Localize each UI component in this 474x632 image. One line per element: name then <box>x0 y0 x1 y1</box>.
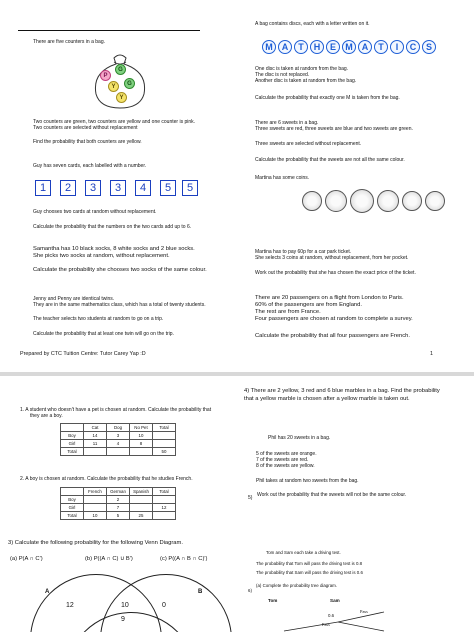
table-cell: 7 <box>107 504 130 512</box>
table-cell: 4 <box>107 440 130 448</box>
probability-tree-diagram <box>280 604 390 632</box>
table-cell: 14 <box>84 432 107 440</box>
flight-question: Calculate the probability that all four passengers are French. <box>255 333 410 339</box>
tree-outcome: Pass <box>322 622 330 627</box>
letter-disc: M <box>342 40 356 54</box>
q3-part-b: (b) P((A ∩ C) ∪ B′) <box>85 556 133 562</box>
counters-info-line: Two counters are selected without replacement <box>33 125 138 131</box>
discs-info-line: The disc is not replaced. <box>255 72 310 78</box>
q5-intro: Phil has 20 sweets in a bag. <box>268 435 331 441</box>
q1-text: 1. A student who doesn't have a pet is chosen at random. Calculate the probability that <box>20 407 212 413</box>
table-cell: Boy <box>61 496 84 504</box>
table-cell <box>84 504 107 512</box>
table-cell <box>61 488 84 496</box>
table-cell: 5 <box>107 512 130 520</box>
table-cell <box>153 512 176 520</box>
twins-info-line: They are in the same mathematics class, which has a total of twenty students. <box>33 302 206 308</box>
table-cell: Dog <box>107 424 130 432</box>
table-cell: 10 <box>84 512 107 520</box>
top-rule <box>18 30 200 31</box>
letter-disc: C <box>406 40 420 54</box>
worksheet-page-2 <box>0 376 474 632</box>
flight-info-line: Four passengers are chosen at random to complete a survey. <box>255 316 413 322</box>
number-card: 1 <box>35 180 51 196</box>
coin <box>302 191 322 211</box>
q5-number: 5) <box>248 495 253 501</box>
table-cell: Spanish <box>130 488 153 496</box>
counter-pink: P <box>100 70 111 81</box>
table-cell <box>153 440 176 448</box>
table-cell: 3 <box>107 432 130 440</box>
table-cell <box>130 504 153 512</box>
tree-outcome: Pass <box>360 609 368 614</box>
table-cell <box>153 496 176 504</box>
number-card: 4 <box>135 180 151 196</box>
cards-intro: Guy has seven cards, each labelled with a number. <box>33 163 147 169</box>
q2-text: 2. A boy is chosen at random. Calculate the probability that he studies French. <box>20 476 193 482</box>
counters-question: Find the probability that both counters are yellow. <box>33 139 142 145</box>
table-cell <box>130 448 153 456</box>
flight-info-line: 60% of the passengers are from England. <box>255 302 362 308</box>
table-row <box>61 504 176 512</box>
twins-question: Calculate the probability that at least one twin will go on the trip. <box>33 331 174 337</box>
cards-info: Guy chooses two cards at random without replacement. <box>33 209 157 215</box>
counters-info-line: Two counters are green, two counters are yellow and one counter is pink. <box>33 119 196 125</box>
coin <box>325 190 347 212</box>
number-card: 2 <box>60 180 76 196</box>
table-cell <box>153 432 176 440</box>
letter-disc: T <box>294 40 308 54</box>
table-cell: Girl <box>61 504 84 512</box>
socks-info-line: She picks two socks at random, without replacement. <box>33 253 170 259</box>
table-row <box>61 512 176 520</box>
discs-info-line: Another disc is taken at random from the bag. <box>255 78 357 84</box>
cards-question: Calculate the probability that the numbers on the two cards add up to 6. <box>33 224 192 230</box>
table-cell: Total <box>61 448 84 456</box>
q3-text: 3) Calculate the following probability for the following Venn Diagram. <box>8 540 183 546</box>
table-cell: 2 <box>107 496 130 504</box>
tree-prob: 0.6 <box>328 613 335 618</box>
socks-question: Calculate the probability she chooses two socks of the same colour. <box>33 267 207 273</box>
table-cell: German <box>107 488 130 496</box>
coin <box>350 189 374 213</box>
table-cell: 50 <box>153 448 176 456</box>
table-cell <box>130 496 153 504</box>
table-cell: 10 <box>130 432 153 440</box>
table-header-row <box>61 488 176 496</box>
counters-intro: There are five counters in a bag. <box>33 39 105 45</box>
sweets-info-line: Three sweets are red, three sweets are blue and two sweets are green. <box>255 126 413 132</box>
coin <box>425 191 445 211</box>
q4-text: 4) There are 2 yellow, 3 red and 6 blue marbles in a bag. Find the probability <box>244 388 440 394</box>
parking-question: Work out the probability that she has chosen the exact price of the ticket. <box>255 270 416 276</box>
letter-disc: A <box>358 40 372 54</box>
pet-table <box>60 423 176 456</box>
number-card: 3 <box>85 180 101 196</box>
q5-info-line: 8 of the sweets are yellow. <box>256 463 315 469</box>
table-cell <box>107 448 130 456</box>
letter-disc: E <box>326 40 340 54</box>
venn-value: 10 <box>121 602 129 609</box>
q5-question: Work out the probability that the sweets will not be the same colour. <box>257 492 407 498</box>
q6-number: 6) <box>248 588 252 593</box>
q6-sam: The probability that Sam will pass the driving test is 0.6 <box>256 570 363 575</box>
counter-green: G <box>124 78 135 89</box>
table-cell: Girl <box>61 440 84 448</box>
discs-info-line: One disc is taken at random from the bag. <box>255 66 349 72</box>
twins-info-line: Jenny and Penny are identical twins. <box>33 296 115 302</box>
table-cell: Total <box>153 424 176 432</box>
table-cell: 11 <box>84 440 107 448</box>
q5-take: Phil takes at random two sweets from the bag. <box>256 478 359 484</box>
letter-disc: I <box>390 40 404 54</box>
table-row <box>61 496 176 504</box>
table-cell: Cat <box>84 424 107 432</box>
q3-part-a: (a) P(A ∩ C′) <box>10 556 43 562</box>
table-cell: Total <box>61 512 84 520</box>
flight-info-line: There are 20 passengers on a flight from London to Paris. <box>255 295 404 301</box>
venn-value: 9 <box>121 616 125 623</box>
table-cell <box>84 448 107 456</box>
sweets-question: Calculate the probability that the sweets are not all the same colour. <box>255 157 405 163</box>
table-cell: 25 <box>130 512 153 520</box>
number-card: 5 <box>182 180 198 196</box>
discs-question: Calculate the probability that exactly one M is taken from the bag. <box>255 95 400 101</box>
q4-text-cont: that a yellow marble is chosen after a yellow marble is taken out. <box>244 396 410 402</box>
sweets-info-line: There are 6 sweets in a bag. <box>255 120 319 126</box>
table-cell <box>84 496 107 504</box>
table-row <box>61 440 176 448</box>
table-cell: Boy <box>61 432 84 440</box>
parking-info-line: She selects 3 coins at random, without replacement, from her pocket. <box>255 255 409 261</box>
venn-value: 12 <box>66 602 74 609</box>
q6-intro: Tom and Sam each take a driving test. <box>266 550 341 555</box>
parking-info-line: Martina has to pay 60p for a car park ticket. <box>255 249 352 255</box>
counter-yellow: Y <box>108 81 119 92</box>
letter-disc: S <box>422 40 436 54</box>
table-row <box>61 432 176 440</box>
q1-text-cont: they are a boy. <box>30 413 63 419</box>
discs-intro: A bag contains discs, each with a letter written on it. <box>255 21 370 27</box>
number-card: 5 <box>160 180 176 196</box>
sweets-selection: Three sweets are selected without replacement. <box>255 141 362 147</box>
coin <box>402 191 422 211</box>
table-header-row <box>61 424 176 432</box>
flight-info-line: The rest are from France. <box>255 309 321 315</box>
q6-part-a: (a) Complete the probability tree diagram. <box>256 583 338 588</box>
socks-info-line: Samantha has 10 black socks, 8 white socks and 2 blue socks. <box>33 246 195 252</box>
coin <box>377 190 399 212</box>
venn-label-b: B <box>198 589 203 595</box>
q5-info-line: 7 of the sweets are red. <box>256 457 309 463</box>
page-number: 1 <box>430 351 433 357</box>
letter-disc: H <box>310 40 324 54</box>
table-cell: 8 <box>130 440 153 448</box>
q6-tom: The probability that Tom will pass the driving test is 0.8 <box>256 561 363 566</box>
letter-disc: T <box>374 40 388 54</box>
table-cell <box>61 424 84 432</box>
table-cell: 12 <box>153 504 176 512</box>
q5-info-line: 5 of the sweets are orange. <box>256 451 317 457</box>
table-cell: No Pet <box>130 424 153 432</box>
twins-trip: The teacher selects two students at random to go on a trip. <box>33 316 164 322</box>
table-row <box>61 448 176 456</box>
coins-intro: Martina has some coins. <box>255 175 310 181</box>
counter-yellow: Y <box>116 92 127 103</box>
number-card: 3 <box>110 180 126 196</box>
venn-label-a: A <box>45 589 50 595</box>
footer-credit: Prepared by CTC Tuition Centre: Tutor Carey Yap :D <box>20 351 146 357</box>
table-cell: Total <box>153 488 176 496</box>
letter-disc: M <box>262 40 276 54</box>
language-table <box>60 487 176 520</box>
q3-part-c: (c) P((A ∩ B ∩ C)′) <box>160 556 208 562</box>
tree-label-sam: Sam <box>330 598 340 603</box>
counter-green: G <box>115 64 126 75</box>
table-cell: French <box>84 488 107 496</box>
venn-value: 0 <box>162 602 166 609</box>
letter-disc: A <box>278 40 292 54</box>
tree-label-tom: Tom <box>268 598 278 603</box>
